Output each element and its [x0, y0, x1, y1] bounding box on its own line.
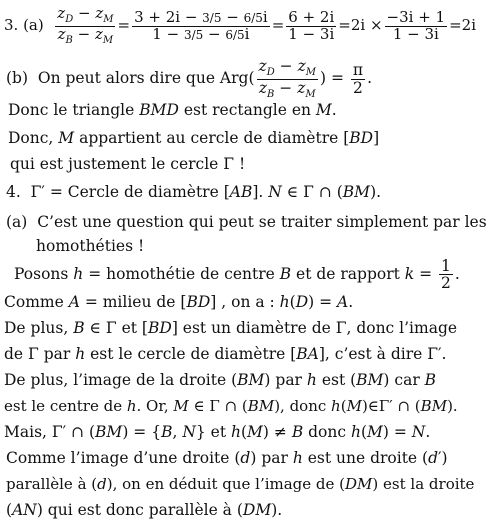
line-centre: est le centre de h. Or, M ∈ Γ ∩ (BM), donc h(M)∈Γ′ ∩ (BM). — [4, 397, 458, 415]
fraction-expanded: $\frac{3 + 2i - 3/5 - 6/5i}{1 - 3/5 - 6/5i}$ — [134, 7, 268, 43]
line-posons: Posons h = homothétie de centre B et de rapport k = $\frac{1}{2}$ . — [14, 257, 460, 293]
line-image-droite: Comme l’image d’une droite (d) par h est une droite (d′) — [6, 449, 448, 467]
line-4a-2: homothéties ! — [36, 237, 145, 255]
fraction-simplified: $\frac{6 + 2i}{1 - 3i}$ — [288, 7, 335, 43]
line-parallele: parallèle à (d), on en déduit que l’image de (DM) est la droite — [6, 475, 475, 493]
line-triangle: Donc le triangle BMD est rectangle en M. — [8, 101, 337, 119]
line-deplus-2: de Γ par h est le cercle de diamètre [BA], c’est à dire Γ′. — [4, 345, 447, 363]
fraction-ratio: $\frac{z_D - z_M}{z_B - z_M}$ — [57, 4, 114, 46]
line-3b: (b) On peut alors dire que Arg( $\frac{z_D - z_M}{z_B - z_M}$ ) = $\frac{\pi}{2}$ . — [6, 57, 372, 100]
line-conclusion: (AN) qui est donc parallèle à (DM). — [6, 501, 283, 519]
line-cercle: Donc, M appartient au cercle de diamètre [BD] — [8, 129, 380, 147]
line-comme: Comme A = milieu de [BD] , on a : h(D) = A. — [4, 293, 354, 311]
item-number-3a: 3. (a) — [4, 16, 49, 34]
line-deplus-1: De plus, B ∈ Γ et [BD] est un diamètre de Γ, donc l’image — [4, 319, 458, 337]
line-mais: Mais, Γ′ ∩ (BM) = {B, N} et h(M) ≠ B donc h(M) = N. — [4, 423, 431, 441]
line-deplus-3: De plus, l’image de la droite (BM) par h est (BM) car B — [4, 371, 437, 389]
fraction-factor: $\frac{-3i + 1}{1 - 3i}$ — [386, 7, 446, 43]
line-3a: 3. (a) $\frac{z_D - z_M}{z_B - z_M}$ = $\frac{3 + 2i - 3/5 - 6/5i}{1 - 3/5 - 6/5i}$ = $\frac{6 + 2i}{1 - 3i}$ =2i × $\frac{-3i + 1}{1 - 3i}$ =2i — [4, 4, 477, 46]
line-4: 4. Γ′ = Cercle de diamètre [AB]. N ∈ Γ ∩ (BM). — [6, 183, 382, 201]
line-4a-1: (a) C’est une question qui peut se traiter simplement par les — [6, 213, 487, 231]
line-gamma: qui est justement le cercle Γ ! — [10, 155, 246, 173]
